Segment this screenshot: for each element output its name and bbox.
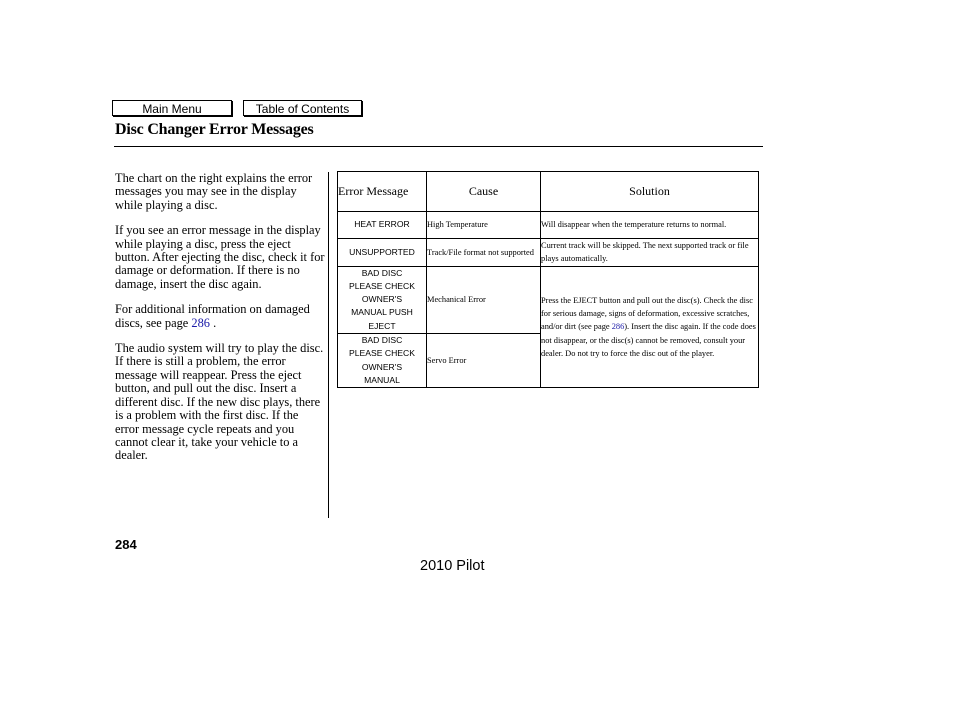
header-cause: Cause — [427, 172, 541, 212]
error-message-cell — [338, 266, 427, 333]
intro-text — [115, 172, 325, 475]
table-of-contents-button[interactable]: Table of Contents — [243, 100, 362, 116]
table-row — [338, 212, 759, 239]
message-line: PLEASE CHECK — [349, 280, 415, 291]
message-line: PLEASE CHECK — [349, 348, 415, 359]
intro-paragraph-3-text: For additional information on damaged discs, see page — [115, 302, 310, 330]
cause-cell: Mechanical Error — [427, 266, 541, 333]
table-row — [338, 239, 759, 267]
message-line: OWNER'S — [361, 361, 403, 372]
message-line: MANUAL — [364, 374, 400, 385]
error-message-cell — [338, 334, 427, 388]
header-error-message: Error Message — [338, 172, 427, 212]
cause-cell: Track/File format not supported — [427, 239, 541, 267]
solution-cell: Will disappear when the temperature returns to normal. — [541, 212, 759, 239]
message-line: BAD DISC — [361, 335, 403, 346]
message-line: MANUAL PUSH — [351, 307, 413, 318]
intro-paragraph-3-end: . — [209, 315, 217, 330]
intro-paragraph-4: The audio system will try to play the disc. If there is still a problem, the error message will reappear. Press the eject button, and pull out the disc. Insert a different disc. If the new disc plays, there is a problem with the first disc. If the error message cycle repeats and you cannot clear it, take your vehicle to a dealer. — [115, 341, 324, 463]
solution-text-end: ). Insert the disc again. If the code does not disappear, or the disc(s) cannot be removed, consult your dealer. Do not try to force the disc out of the player. — [541, 322, 756, 358]
error-message-cell: HEAT ERROR — [338, 212, 427, 239]
solution-cell — [541, 266, 759, 388]
table-header-row — [338, 172, 759, 212]
cause-cell: High Temperature — [427, 212, 541, 239]
page-286-link[interactable]: 286 — [191, 315, 210, 330]
message-line: EJECT — [368, 320, 396, 331]
intro-paragraph-1: The chart on the right explains the error messages you may see in the display while playing a disc. — [115, 171, 313, 212]
table-row — [338, 266, 759, 333]
cause-cell: Servo Error — [427, 334, 541, 388]
error-message-table — [337, 171, 759, 388]
title-divider — [114, 146, 763, 147]
message-line: BAD DISC — [361, 267, 403, 278]
solution-cell: Current track will be skipped. The next supported track or file plays automatically. — [541, 239, 759, 267]
intro-paragraph-3 — [115, 303, 325, 330]
message-line: OWNER'S — [361, 294, 403, 305]
intro-paragraph-2: If you see an error message in the display while playing a disc, press the eject button. After ejecting the disc, check it for damage or deformation. If there is no damage, insert the disc again. — [115, 223, 325, 291]
page-286-link[interactable]: 286 — [611, 322, 625, 332]
column-divider — [328, 172, 329, 518]
page-number: 284 — [115, 537, 137, 552]
page-title: Disc Changer Error Messages — [115, 121, 314, 138]
error-message-cell: UNSUPPORTED — [338, 239, 427, 267]
header-solution: Solution — [541, 172, 759, 212]
main-menu-button[interactable]: Main Menu — [112, 100, 232, 116]
solution-text: Press the EJECT button and pull out the disc(s). Check the disc for serious damage, signs of deformation, excessive scratches, and/or dirt (see page — [541, 295, 753, 332]
footer-model-name: 2010 Pilot — [420, 558, 485, 574]
